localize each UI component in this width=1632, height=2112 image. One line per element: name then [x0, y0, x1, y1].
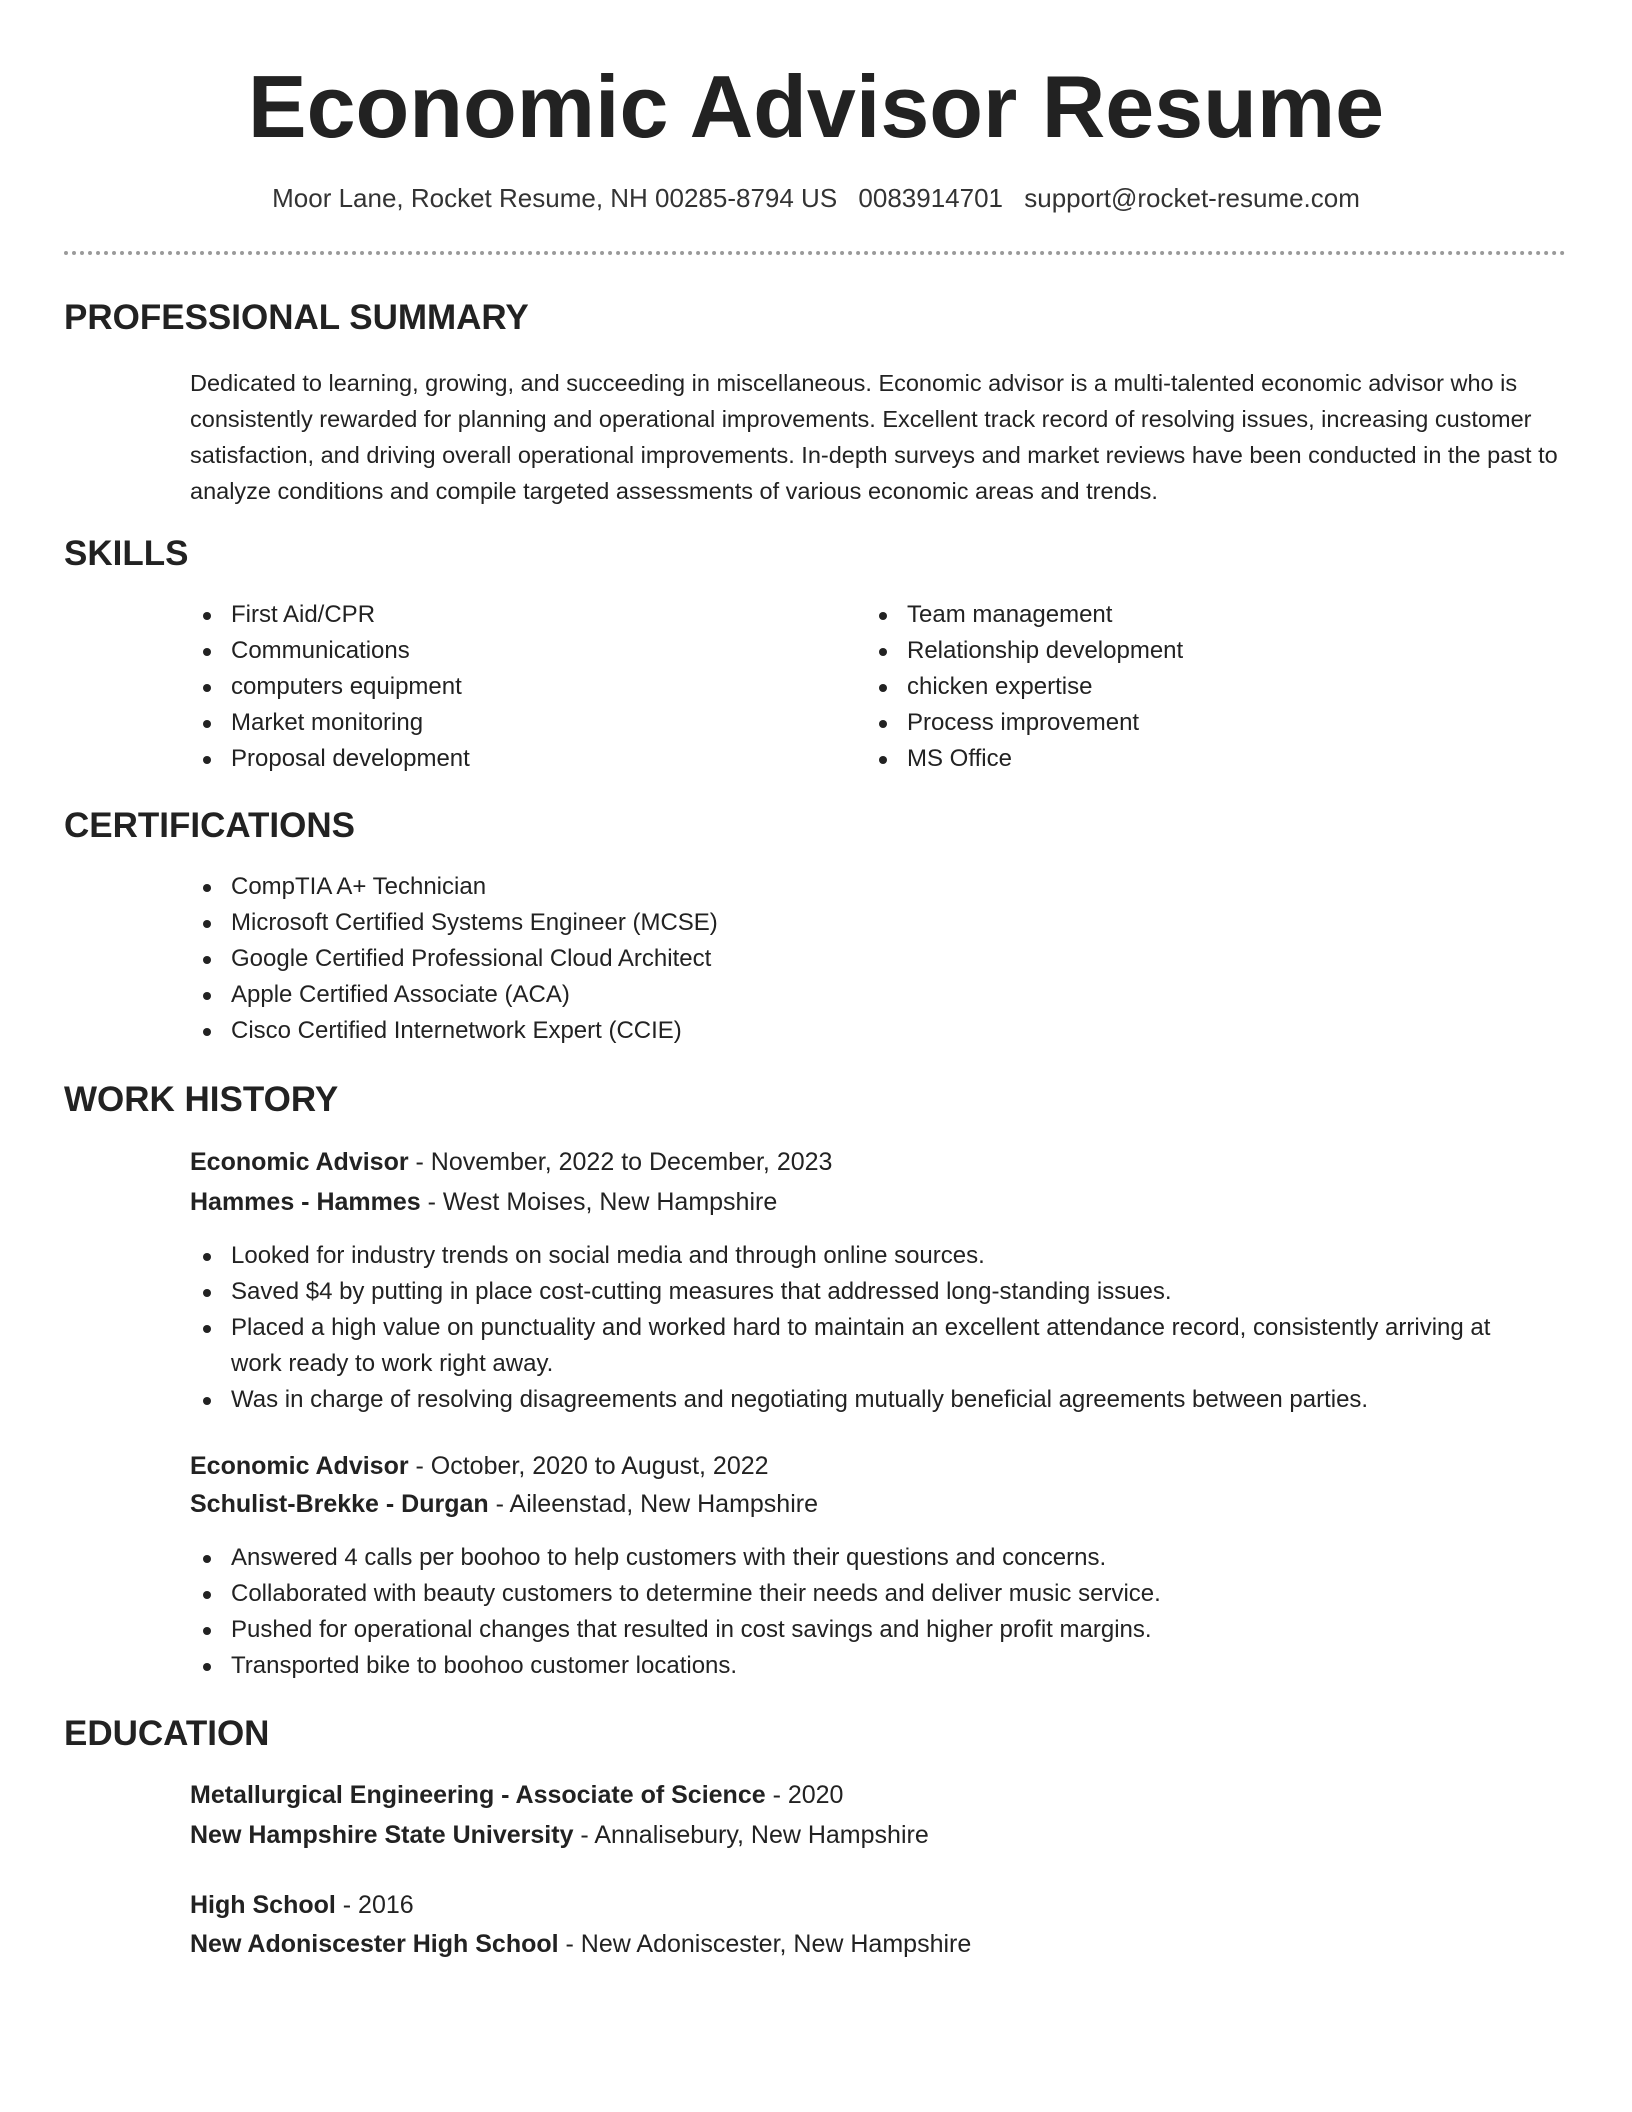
skill-item: MS Office	[863, 741, 1503, 777]
education-degree: Metallurgical Engineering - Associate of Science	[190, 1781, 766, 1809]
job-company: Schulist-Brekke - Durgan	[190, 1490, 489, 1518]
job-dates: - November, 2022 to December, 2023	[408, 1148, 833, 1176]
skill-item: Market monitoring	[187, 705, 827, 741]
skill-item: chicken expertise	[863, 669, 1503, 705]
education-degree-line	[190, 1777, 843, 1813]
skill-item: Relationship development	[863, 633, 1503, 669]
skill-item: Team management	[863, 597, 1503, 633]
contact-email[interactable]: support@rocket-resume.com	[1024, 183, 1360, 213]
education-location: - Annalisebury, New Hampshire	[573, 1821, 929, 1849]
job-bullet: Saved $4 by putting in place cost-cutting measures that addressed long-standing issues.	[187, 1274, 1547, 1310]
certification-item: Microsoft Certified Systems Engineer (MCSE)	[187, 905, 1487, 941]
education-school: New Hampshire State University	[190, 1821, 574, 1849]
job-role: Economic Advisor	[190, 1452, 409, 1480]
skill-item: First Aid/CPR	[187, 597, 827, 633]
skill-item: computers equipment	[187, 669, 827, 705]
job-role: Economic Advisor	[190, 1148, 409, 1176]
job-bullet: Pushed for operational changes that resulted in cost savings and higher profit margins.	[187, 1612, 1547, 1648]
certifications-list	[187, 869, 1487, 1049]
education-degree: High School	[190, 1891, 336, 1919]
work-history-heading: WORK HISTORY	[64, 1080, 339, 1119]
job-bullet: Transported bike to boohoo customer locations.	[187, 1648, 1547, 1684]
certifications-heading: CERTIFICATIONS	[64, 806, 356, 845]
education-degree-line	[190, 1887, 414, 1923]
job-company: Hammes - Hammes	[190, 1188, 421, 1216]
skill-item: Process improvement	[863, 705, 1503, 741]
education-school-line	[190, 1817, 929, 1853]
header-divider	[64, 251, 1566, 255]
education-year: - 2020	[765, 1781, 844, 1809]
job-bullet: Was in charge of resolving disagreements and negotiating mutually beneficial agreements between parties.	[187, 1382, 1547, 1418]
job-bullet: Answered 4 calls per boohoo to help customers with their questions and concerns.	[187, 1540, 1547, 1576]
education-heading: EDUCATION	[64, 1714, 270, 1753]
job-company-line	[190, 1184, 777, 1220]
certification-item: Apple Certified Associate (ACA)	[187, 977, 1487, 1013]
education-year: - 2016	[335, 1891, 414, 1919]
skills-list-left	[187, 597, 827, 777]
job-bullet: Looked for industry trends on social media and through online sources.	[187, 1238, 1547, 1274]
summary-heading: PROFESSIONAL SUMMARY	[64, 298, 529, 337]
job-location: - Aileenstad, New Hampshire	[488, 1490, 818, 1518]
skills-list-right	[863, 597, 1503, 777]
job-title-line	[190, 1144, 832, 1180]
skill-item: Proposal development	[187, 741, 827, 777]
job-bullets	[187, 1540, 1547, 1684]
job-dates: - October, 2020 to August, 2022	[408, 1452, 769, 1480]
skill-item: Communications	[187, 633, 827, 669]
contact-phone: 0083914701	[858, 183, 1004, 213]
education-school-line	[190, 1926, 971, 1962]
job-bullets	[187, 1238, 1547, 1418]
certification-item: Cisco Certified Internetwork Expert (CCIE)	[187, 1013, 1487, 1049]
job-location: - West Moises, New Hampshire	[420, 1188, 778, 1216]
job-bullet: Collaborated with beauty customers to determine their needs and deliver music service.	[187, 1576, 1547, 1612]
education-school: New Adoniscester High School	[190, 1930, 559, 1958]
resume-title: Economic Advisor Resume	[247, 57, 1385, 156]
job-bullet: Placed a high value on punctuality and worked hard to maintain an excellent attendance record, consistently arriving at work ready to work right away.	[187, 1310, 1547, 1382]
certification-item: Google Certified Professional Cloud Architect	[187, 941, 1487, 977]
contact-line	[0, 178, 1632, 218]
skills-heading: SKILLS	[64, 534, 189, 573]
education-location: - New Adoniscester, New Hampshire	[558, 1930, 972, 1958]
job-title-line	[190, 1448, 769, 1484]
certification-item: CompTIA A+ Technician	[187, 869, 1487, 905]
contact-address: Moor Lane, Rocket Resume, NH 00285-8794 US	[272, 183, 838, 213]
summary-text: Dedicated to learning, growing, and succeeding in miscellaneous. Economic advisor is a multi-talented economic advisor who is consistently rewarded for planning and operational improvements. Excellent track record of resolving issues, increasing customer satisfaction, and driving overall operational improvements. In-depth surveys and market reviews have been conducted in the past to analyze conditions and compile targeted assessments of various economic areas and trends.	[190, 370, 1558, 504]
job-company-line	[190, 1486, 818, 1522]
